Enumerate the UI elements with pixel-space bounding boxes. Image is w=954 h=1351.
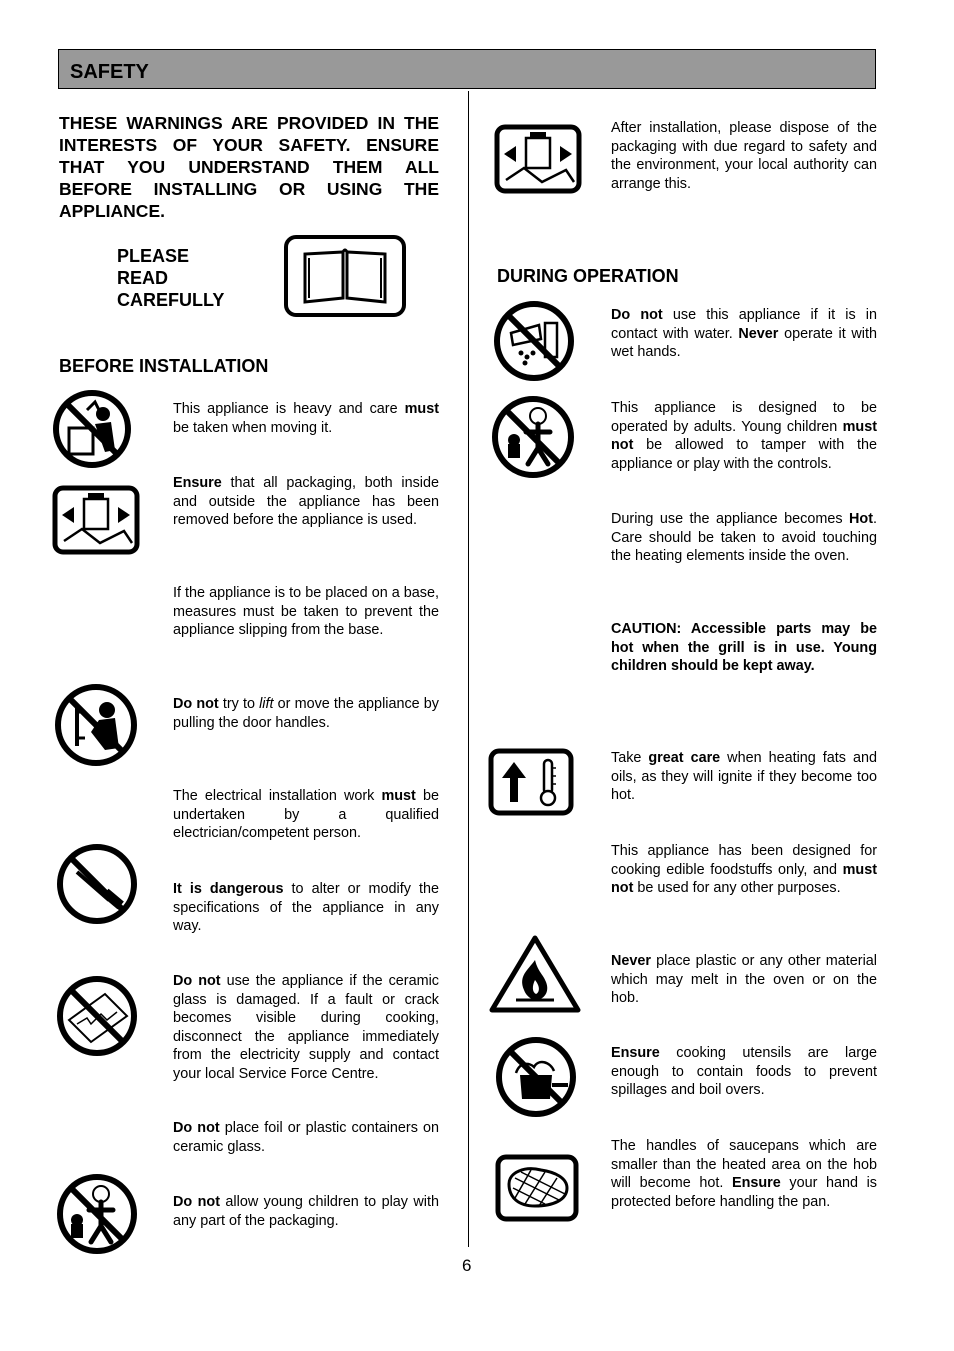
hot-thermometer-icon [488,748,574,816]
section-title: SAFETY [70,61,149,83]
after-installation-text: After installation, please dispose of the packaging with due regard to safety and the environment, your local authority can arrange this. [611,120,877,192]
instruction-text: It is dangerous to alter or modify the specifications of the appliance in any way. [173,881,439,934]
instruction-text: The handles of saucepans which are smaller than the heated area on the hob will become hot. Ensure your hand is protected before handling the pan. [611,1138,877,1210]
instruction-text: Ensure that all packaging, both inside and outside the appliance has been removed before the appliance is used. [173,475,439,528]
instruction-text: This appliance is designed to be operated by adults. Young children must not be allowed to tamper with the appliance or play with the controls. [611,400,877,472]
no-children-icon [55,1172,139,1256]
instruction-text: Do not place foil or plastic containers on ceramic glass. [173,1120,439,1155]
no-cracked-glass-icon [55,974,139,1058]
no-screwdriver-icon [55,842,139,926]
during-operation-heading: DURING OPERATION [497,266,679,286]
page-number: 6 [462,1256,472,1275]
no-boil-over-icon [494,1035,578,1119]
packaging-icon [494,124,582,194]
no-children-icon [490,394,576,480]
instruction-text: Do not use this appliance if it is in contact with water. Never operate it with wet hands. [611,307,877,360]
instruction-text: Ensure cooking utensils are large enough to contain foods to prevent spillages and boil overs. [611,1045,877,1098]
instruction-text: Never place plastic or any other material which may melt in the oven or on the hob. [611,953,877,1006]
open-book-icon [283,234,407,318]
instruction-text: If the appliance is to be placed on a base, measures must be taken to prevent the appliance slipping from the base. [173,585,439,638]
packaging-icon [52,485,140,555]
intro-warning: THESE WARNINGS ARE PROVIDED IN THE INTERESTS OF YOUR SAFETY. ENSURE THAT YOU UNDERSTAND THEM ALL BEFORE INSTALLING OR USING THE APPLIANCE. [59,113,439,221]
instruction-text: During use the appliance becomes Hot. Care should be taken to avoid touching the heating elements inside the oven. [611,511,877,564]
caution-text: CAUTION: Accessible parts may be hot when the grill is in use. Young children should be kept away. [611,621,877,674]
instruction-text: This appliance has been designed for cooking edible foodstuffs only, and must not be used for any other purposes. [611,843,877,896]
please-read-carefully: PLEASE READ CAREFULLY [117,246,225,310]
instruction-text: Do not use the appliance if the ceramic glass is damaged. If a fault or crack becomes visible during cooking, disconnect the appliance immediately from the electricity supply and contact your local Service Force Centre. [173,973,439,1082]
section-header [58,49,876,89]
instruction-text: This appliance is heavy and care must be taken when moving it. [173,401,439,436]
oven-glove-icon [495,1154,579,1222]
flammable-warning-icon [488,934,582,1014]
instruction-text: Do not try to lift or move the appliance by pulling the door handles. [173,696,439,731]
before-installation-heading: BEFORE INSTALLATION [59,356,269,376]
no-wet-hands-icon [491,299,577,383]
instruction-text: The electrical installation work must be undertaken by a qualified electrician/competent person. [173,788,439,841]
no-door-handle-icon [53,682,139,768]
instruction-text: Do not allow young children to play with any part of the packaging. [173,1194,439,1229]
instruction-text: Take great care when heating fats and oils, as they will ignite if they become too hot. [611,750,877,803]
column-divider [468,91,469,1247]
no-lifting-icon [51,388,133,470]
